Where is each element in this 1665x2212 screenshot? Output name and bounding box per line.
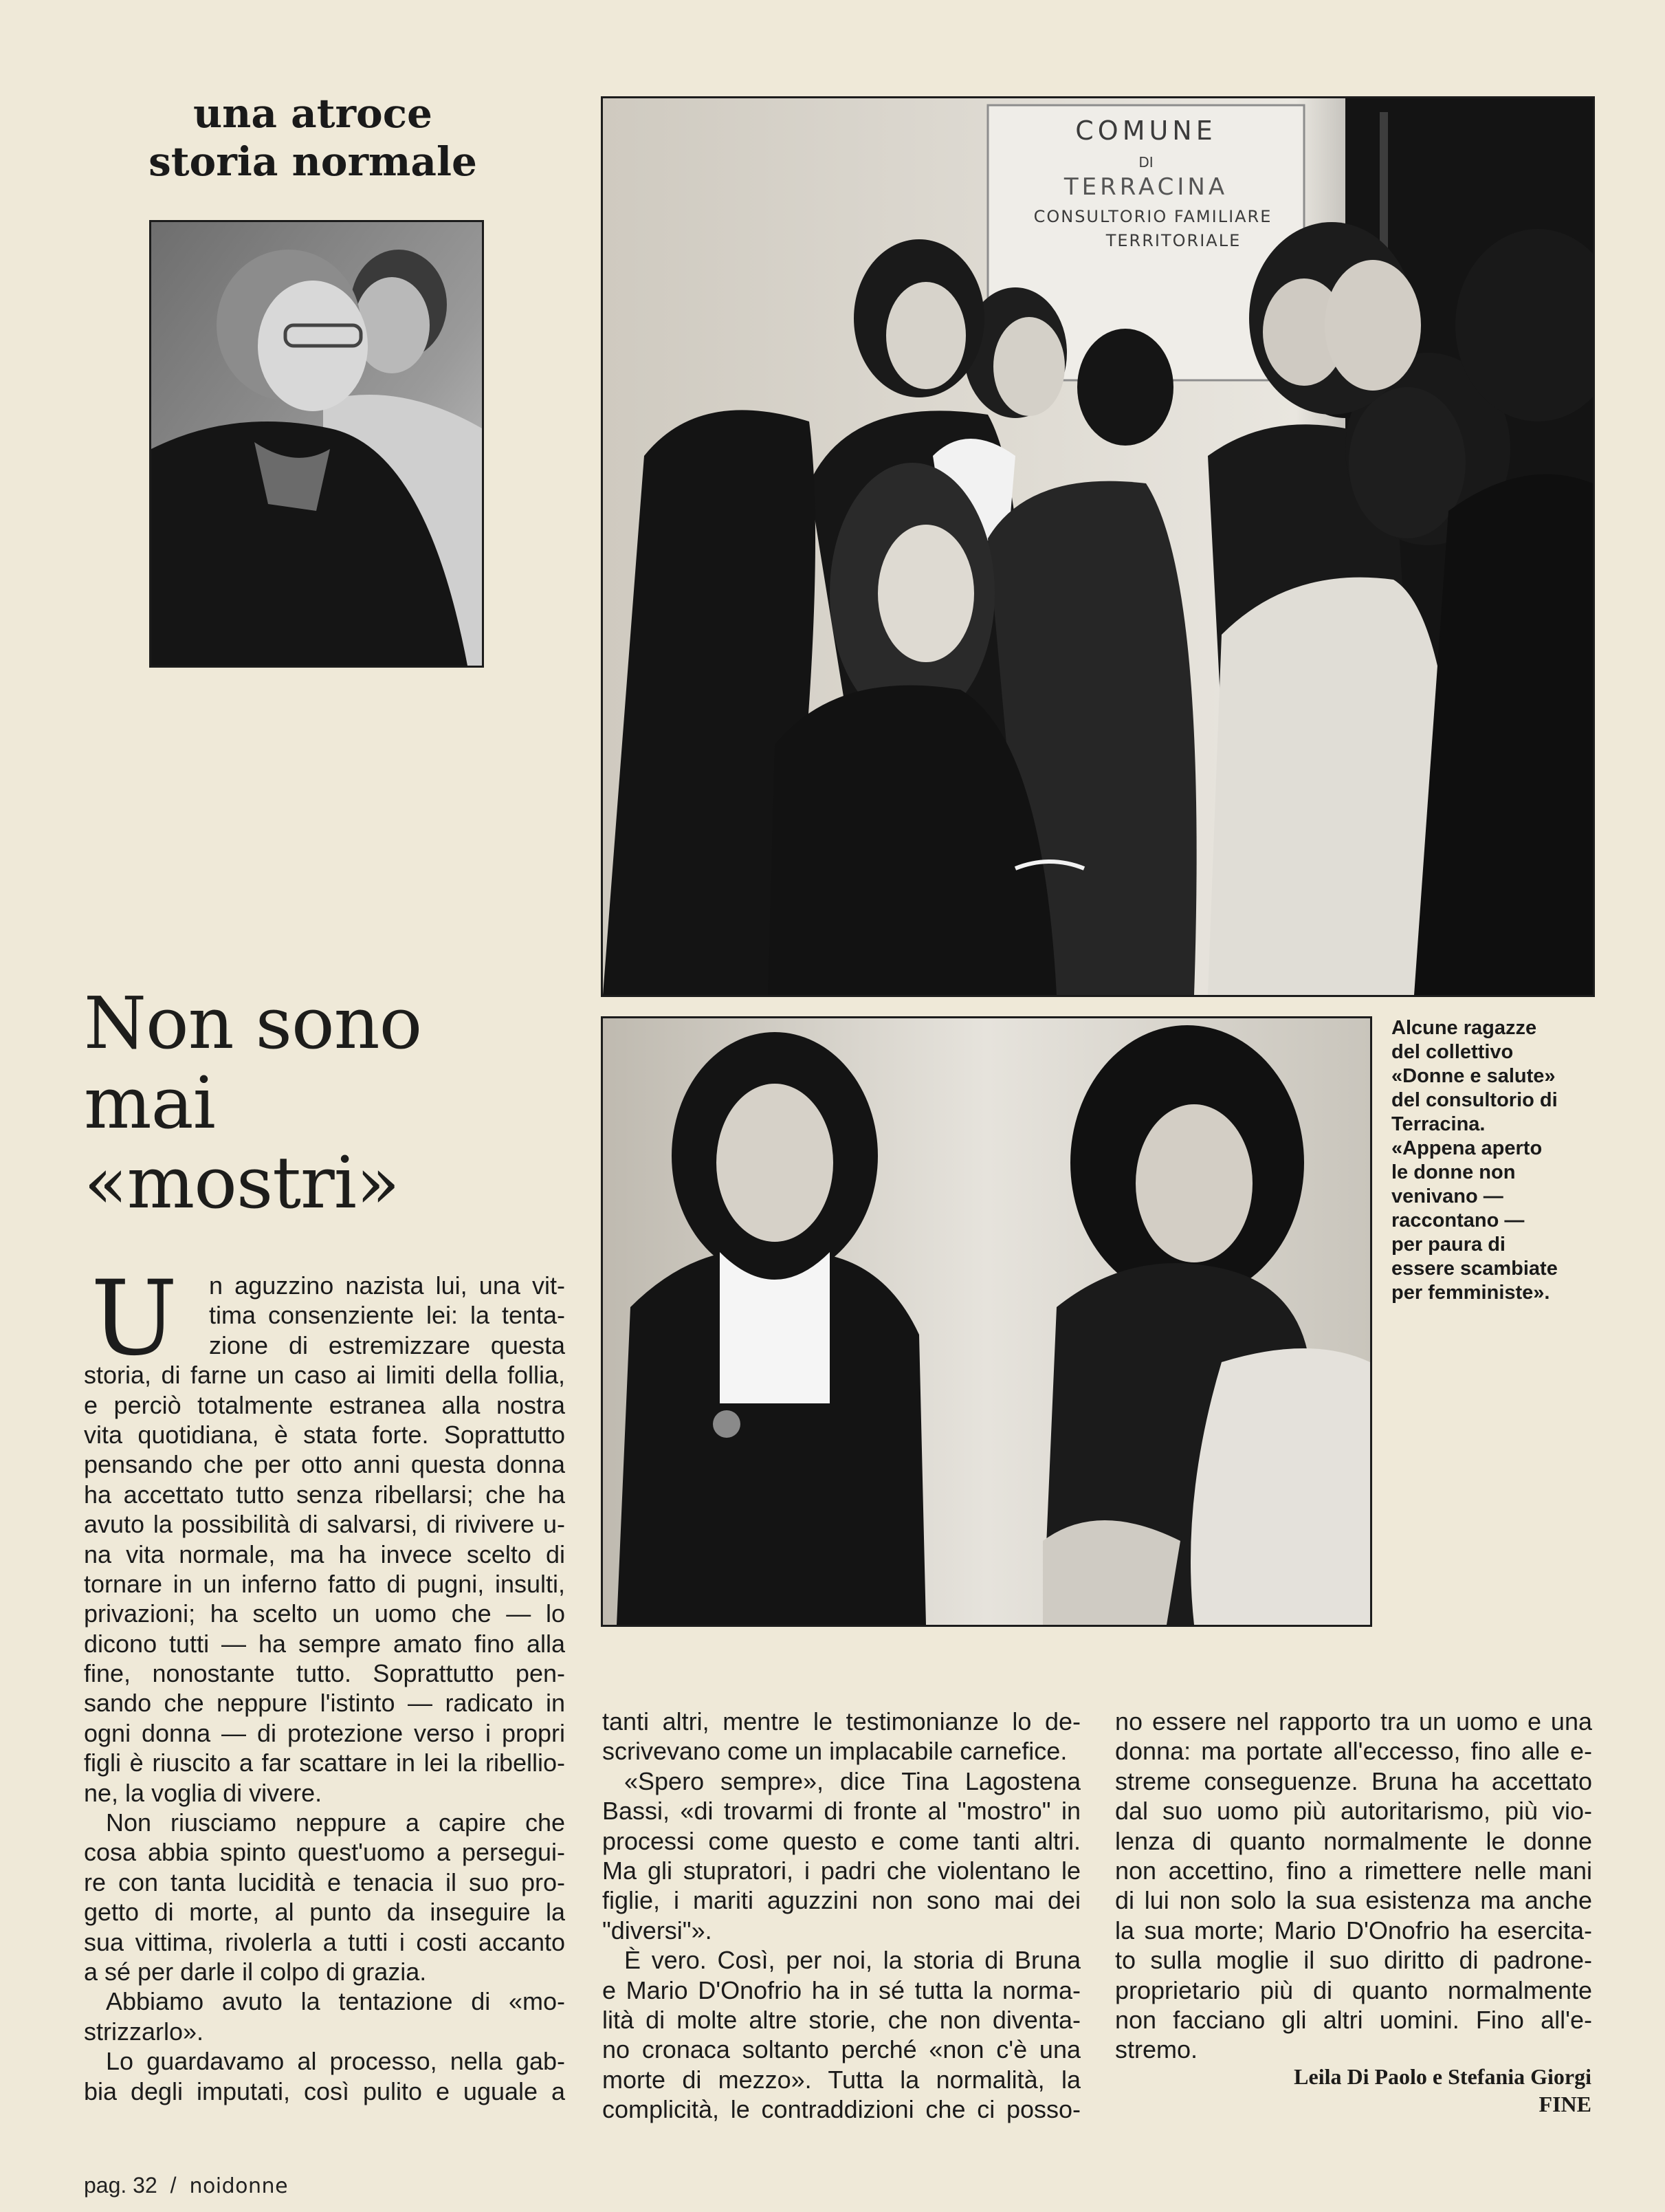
caption-line: per paura di: [1391, 1234, 1506, 1256]
text-line: streme conseguenze. Bruna ha accettato: [1115, 1766, 1592, 1795]
text-line: sando che neppure l'istinto — radicato in: [84, 1689, 565, 1718]
byline-authors: Leila Di Paolo e Stefania Giorgi: [1294, 2064, 1591, 2089]
headline-line-3: «mostri»: [84, 1141, 399, 1225]
text-line: tanti altri, mentre le testimonianze lo de-: [602, 1707, 1081, 1735]
text-line: Bassi, «di trovarmi di fronte al "mostro" in: [602, 1797, 1081, 1826]
caption-line: Terracina.: [1391, 1113, 1486, 1135]
text-line: bia degli imputati, così pulito e uguale a: [84, 2077, 565, 2105]
text-line: dicono tutti — ha sempre amato fino alla: [84, 1629, 565, 1658]
text-line: proprietario più di quanto normalmente: [1115, 1975, 1592, 2004]
text-line: Non riusciamo neppure a capire che: [106, 1808, 565, 1837]
text-line: non accettino, fino a rimettere nelle mani: [1115, 1856, 1592, 1885]
text-line: figli è riuscito a far scattare in lei la ribellio-: [84, 1749, 565, 1777]
text-line: no essere nel rapporto tra un uomo e una: [1115, 1707, 1592, 1735]
text-line: figlie, i mariti aguzzini non sono mai dei: [602, 1886, 1081, 1915]
caption-line: del collettivo: [1391, 1041, 1514, 1063]
photo-two-women: [601, 1016, 1372, 1627]
text-line: tima consenziente lei: la tenta-: [209, 1301, 565, 1330]
text-line: Abbiamo avuto la tentazione di «mo-: [106, 1987, 565, 2016]
text-line: È vero. Così, per noi, la storia di Bruna: [624, 1946, 1081, 1975]
sign-line-4: CONSULTORIO FAMILIARE: [1033, 207, 1272, 226]
kicker: [148, 89, 478, 186]
photo-elderly-woman: [149, 220, 484, 668]
text-line: donna: ma portate all'eccesso, fino alle e-: [1115, 1737, 1592, 1766]
text-line: complicità, le contraddizioni che ci posso-: [602, 2095, 1081, 2124]
text-line: «Spero sempre», dice Tina Lagostena: [624, 1766, 1081, 1795]
text-line: no cronaca soltanto perché «non c'è una: [602, 2035, 1081, 2064]
article-column-2: [602, 1707, 1081, 2124]
text-line: Ma gli stupratori, i padri che violentano le: [602, 1856, 1081, 1885]
text-line: morte di mezzo». Tutta la normalità, la: [602, 2065, 1081, 2094]
headline-line-1: Non sono: [84, 981, 422, 1065]
photo-caption: [1391, 1016, 1598, 1305]
caption-line: le donne non: [1391, 1161, 1516, 1183]
text-line: tornare in un inferno fatto di pugni, insulti,: [84, 1569, 565, 1598]
text-line: Lo guardavamo al processo, nella gab-: [106, 2047, 565, 2076]
page-footer: [84, 2173, 288, 2198]
text-line: stremo.: [1115, 2035, 1198, 2064]
text-line: ogni donna — di protezione verso i propri: [84, 1718, 565, 1747]
text-line: vita quotidiana, è stata forte. Soprattutto: [84, 1420, 565, 1449]
caption-line: raccontano —: [1391, 1209, 1525, 1231]
caption-line: essere scambiate: [1391, 1258, 1558, 1280]
headline-line-2: mai: [84, 1061, 215, 1145]
text-line: privazioni; ha scelto un uomo che — lo: [84, 1599, 565, 1628]
drop-cap: U: [91, 1259, 178, 1379]
caption-line: del consultorio di: [1391, 1089, 1558, 1111]
text-line: processi come questo e come tanti altri.: [602, 1826, 1081, 1855]
page-number: pag. 32: [84, 2173, 157, 2198]
photo-two-women-image: [603, 1018, 1370, 1625]
text-line: di lui non solo la sua esistenza ma anche: [1115, 1886, 1592, 1915]
text-line: lenza di quanto normalmente le donne: [1115, 1826, 1592, 1855]
text-line: strizzarlo».: [84, 2017, 204, 2046]
text-line: "diversi"».: [602, 1916, 712, 1945]
footer-separator: /: [170, 2173, 177, 2198]
text-line: na vita normale, ma ha invece scelto di: [84, 1540, 565, 1568]
text-line: dal suo uomo più autoritarismo, più vio-: [1115, 1797, 1592, 1826]
text-line: avuto la possibilità di salvarsi, di rivivere u-: [84, 1510, 565, 1539]
text-line: fine, nonostante tutto. Soprattutto pen-: [84, 1659, 565, 1688]
article-column-3: [1115, 1707, 1592, 2065]
text-line: n aguzzino nazista lui, una vit-: [209, 1271, 565, 1300]
text-line: re con tanta lucidità e tenacia il suo pro-: [84, 1868, 565, 1896]
kicker-line-1: una atroce: [193, 90, 432, 137]
text-line: scrivevano come un implacabile carnefice.: [602, 1737, 1068, 1766]
headline: [84, 983, 510, 1223]
photo-elderly-woman-image: [151, 222, 482, 666]
text-line: e Mario D'Onofrio ha in sé tutta la norma-: [602, 1975, 1081, 2004]
caption-line: venivano —: [1391, 1185, 1503, 1207]
text-line: lità di molte altre storie, che non diventa-: [602, 2005, 1081, 2034]
kicker-line-2: storia normale: [148, 138, 477, 185]
text-line: pensando che per otto anni questa donna: [84, 1450, 565, 1479]
sign-line-5: TERRITORIALE: [1105, 231, 1242, 250]
text-line: a sé per darle il colpo di grazia.: [84, 1957, 427, 1986]
sign-line-3: TERRACINA: [1063, 173, 1228, 201]
text-line: ne, la voglia di vivere.: [84, 1778, 322, 1807]
sign-line-1: COMUNE: [1075, 116, 1217, 146]
caption-line: per femministe».: [1391, 1282, 1550, 1304]
sign-line-2: DI: [1138, 154, 1154, 171]
photo-group-image: [603, 98, 1593, 995]
caption-line: Alcune ragazze: [1391, 1017, 1537, 1039]
text-line: ha accettato tutto senza ribellarsi; che ha: [84, 1480, 565, 1509]
text-line: to sulla moglie il suo diritto di padrone-: [1115, 1946, 1592, 1975]
text-line: getto di morte, al punto da inseguire la: [84, 1898, 565, 1927]
caption-line: «Appena aperto: [1391, 1137, 1543, 1159]
byline-end: FINE: [1539, 2092, 1591, 2116]
text-line: cosa abbia spinto quest'uomo a persegui-: [84, 1838, 565, 1867]
text-line: e perciò totalmente estranea alla nostra: [84, 1390, 565, 1419]
text-line: non facciano gli altri uomini. Fino all'e-: [1115, 2005, 1592, 2034]
photo-group-consultorio: [601, 96, 1595, 997]
text-line: storia, di farne un caso ai limiti della follia,: [84, 1361, 565, 1390]
text-line: la sua morte; Mario D'Onofrio ha esercita-: [1115, 1916, 1592, 1945]
magazine-name: noidonne: [189, 2174, 289, 2198]
article-column-1: [84, 1271, 565, 2106]
caption-line: «Donne e salute»: [1391, 1065, 1556, 1087]
text-line: sua vittima, rivolerla a tutti i costi accanto: [84, 1927, 565, 1956]
byline: [1107, 2063, 1591, 2118]
text-line: zione di estremizzare questa: [209, 1331, 565, 1359]
